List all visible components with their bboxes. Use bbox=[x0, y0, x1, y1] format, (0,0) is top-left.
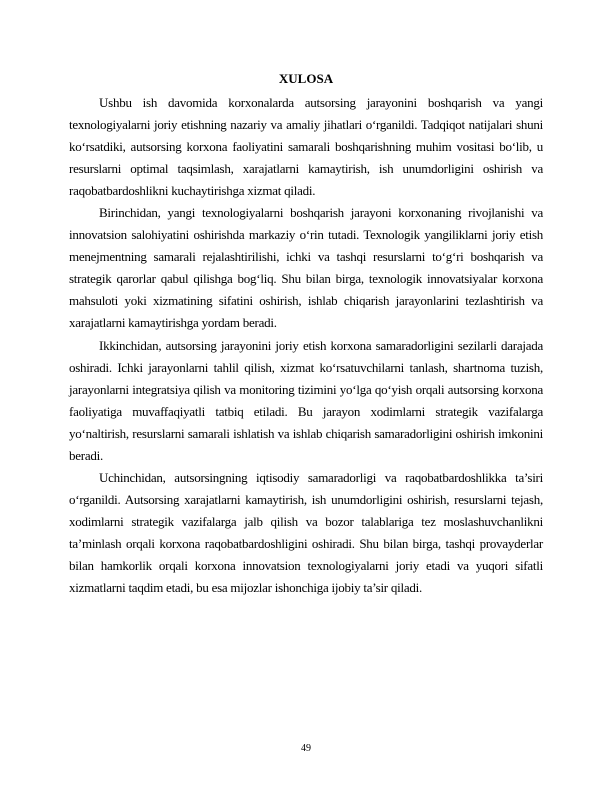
paragraph-summary: Ushbu ish davomida korxonalarda autsorsing jarayonini boshqarish va yangi texnologiyalarni joriy etishning nazariy va amaliy jihatlari o‘rganildi. Tadqiqot natijalari shuni ko‘rsatdiki, autsorsing korxona faoliyatini samarali boshqarishning muhim vositasi bo‘lib, u resurslarni optimal taqsimlash, xarajatlarni kamaytirish, ish unumdorligini oshirish va raqobatbardoshlikni kuchaytirishga xizmat qiladi. bbox=[69, 95, 543, 199]
page-number: 49 bbox=[301, 743, 311, 754]
body-text bbox=[69, 92, 543, 599]
paragraph-second-point: Ikkinchidan, autsorsing jarayonini joriy etish korxona samaradorligini sezilarli darajada oshiradi. Ichki jarayonlarni tahlil qilish, xizmat ko‘rsatuvchilarni tanlash, shartnoma tuzish, jarayonlarni integratsiya qilish va monitoring tizimini yo‘lga qo‘yish orqali autsorsing korxona faoliyatiga muvaffaqiyatli tatbiq etiladi. Bu jarayon xodimlarni strategik vazifalarga yo‘naltirish, resurslarni samarali ishlatish va ishlab chiqarish samaradorligini oshirish imkonini beradi. bbox=[69, 337, 543, 463]
paragraph-first-point: Birinchidan, yangi texnologiyalarni boshqarish jarayoni korxonaning rivojlanishi va innovatsion salohiyatini oshirishda markaziy o‘rin tutadi. Texnologik yangiliklarni joriy etish menejmentning samarali rejalashtirilishi, ichki va tashqi resurslarni to‘g‘ri boshqarish va strategik qarorlar qabul qilishga bog‘liq. Shu bilan birga, texnologik innovatsiyalar korxona mahsuloti yoki xizmatining sifatini oshirish, ishlab chiqarish jarayonlarini tezlashtirish va xarajatlarni kamaytirishga yordam beradi. bbox=[69, 205, 543, 331]
paragraph-third-point: Uchinchidan, autsorsingning iqtisodiy samaradorligi va raqobatbardoshlikka ta’siri o‘rganildi. Autsorsing xarajatlarni kamaytirish, ish unumdorligini oshirish, resurslarni tejash, xodimlarni strategik vazifalarga jalb qilish va bozor talablariga tez moslashuvchanlikni ta’minlash orqali korxona raqobatbardoshligini oshiradi. Shu bilan birga, tashqi provayderlar bilan hamkorlik orqali korxona innovatsion texnologiyalarni joriy etadi va yuqori sifatli xizmatlarni taqdim etadi, bu esa mijozlar ishonchiga ijobiy ta’sir qiladi. bbox=[69, 469, 543, 596]
section-heading: XULOSA bbox=[278, 71, 334, 86]
